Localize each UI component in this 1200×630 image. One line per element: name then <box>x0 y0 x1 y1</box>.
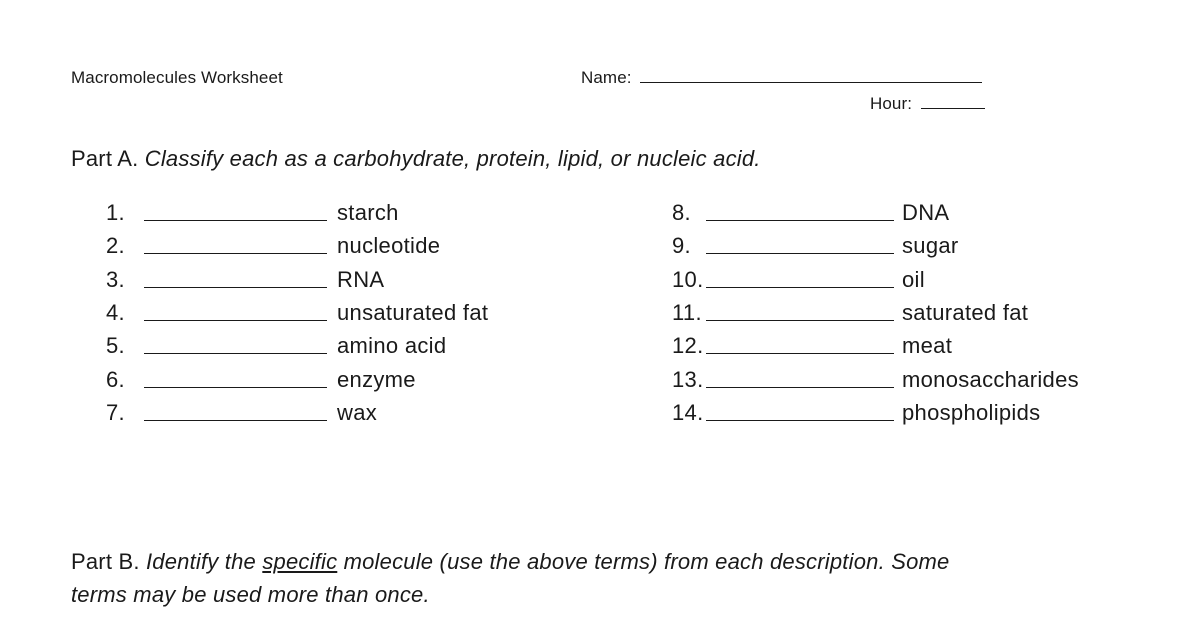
answer-blank[interactable] <box>144 387 327 388</box>
item-number: 4. <box>106 299 125 325</box>
answer-blank[interactable] <box>144 320 327 321</box>
answer-blank[interactable] <box>706 287 894 288</box>
answer-blank[interactable] <box>706 320 894 321</box>
item-number: 6. <box>106 366 125 392</box>
answer-blank[interactable] <box>706 253 894 254</box>
item-term: unsaturated fat <box>337 299 489 325</box>
answer-blank[interactable] <box>706 420 894 421</box>
hour-label: Hour: <box>870 94 913 113</box>
item-term: starch <box>337 200 399 225</box>
answer-blank[interactable] <box>706 220 894 221</box>
item-term: meat <box>902 333 953 359</box>
part-b-emphasis: specific <box>262 549 338 574</box>
answer-blank[interactable] <box>706 353 894 354</box>
answer-blank[interactable] <box>144 420 327 421</box>
part-a-instruction: Classify each as a carbohydrate, protein, lipid, or nucleic acid. <box>144 146 761 171</box>
part-b-heading <box>71 545 949 611</box>
item-term: RNA <box>337 266 385 292</box>
part-a-heading <box>71 146 761 172</box>
item-term: oil <box>902 266 925 292</box>
item-term: sugar <box>902 233 959 259</box>
item-number: 13. <box>672 366 704 392</box>
hour-field <box>870 94 985 114</box>
item-number: 1. <box>106 200 125 225</box>
part-b-instruction-start: Identify the <box>145 549 256 574</box>
item-term: amino acid <box>337 333 447 359</box>
item-term: phospholipids <box>902 399 1041 425</box>
item-number: 2. <box>106 233 125 259</box>
item-number: 14. <box>672 399 704 425</box>
item-term: saturated fat <box>902 299 1029 325</box>
item-number: 7. <box>106 399 125 425</box>
part-a-label: Part A. <box>71 146 139 171</box>
name-label: Name: <box>581 68 632 87</box>
item-number: 3. <box>106 266 125 292</box>
worksheet-title: Macromolecules Worksheet <box>71 68 283 87</box>
item-term: enzyme <box>337 366 416 392</box>
hour-blank[interactable] <box>921 108 985 109</box>
item-term: nucleotide <box>337 233 441 259</box>
answer-blank[interactable] <box>144 253 327 254</box>
item-term: monosaccharides <box>902 366 1079 392</box>
part-b-instruction-line2: terms may be used more than once. <box>71 582 430 607</box>
item-number: 11. <box>672 299 702 325</box>
item-number: 9. <box>672 233 691 259</box>
item-number: 8. <box>672 200 691 225</box>
answer-blank[interactable] <box>144 287 327 288</box>
answer-blank[interactable] <box>706 387 894 388</box>
answer-blank[interactable] <box>144 353 327 354</box>
item-term: DNA <box>902 200 950 225</box>
name-field <box>581 68 982 88</box>
item-term: wax <box>337 399 378 425</box>
item-number: 10. <box>672 266 704 292</box>
item-number: 12. <box>672 333 704 359</box>
part-b-instruction-end: molecule (use the above terms) from each description. Some <box>343 549 950 574</box>
answer-blank[interactable] <box>144 220 327 221</box>
item-number: 5. <box>106 333 125 359</box>
name-blank[interactable] <box>640 82 982 83</box>
part-b-label: Part B. <box>71 549 140 574</box>
